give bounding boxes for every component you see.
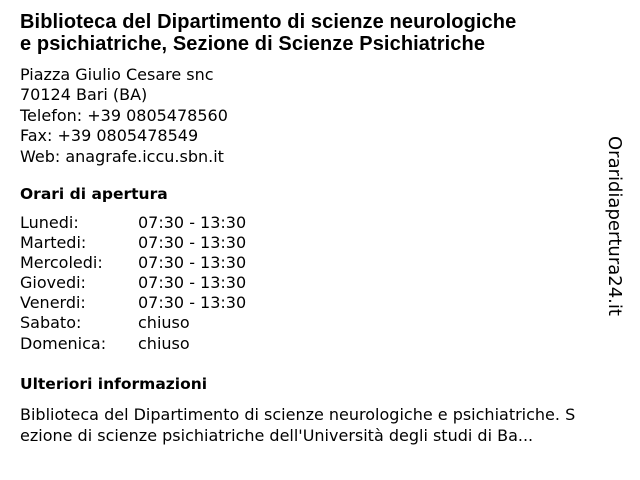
page-title-line-2: e psichiatriche, Sezione di Scienze Psichiatriche [20,33,486,55]
hours-value: chiuso [138,333,190,353]
address-block [20,65,228,167]
website: Web: anagrafe.iccu.sbn.it [20,146,224,166]
more-info-description [20,404,620,446]
phone-number: Telefon: +39 0805478560 [20,105,228,125]
day-label: Lunedi: [20,213,79,232]
day-label: Giovedi: [20,273,86,293]
description-line-2: ezione di scienze psichiatriche dell'Università degli studi di Ba... [20,426,534,445]
page-title [20,11,620,55]
address-city: 70124 Bari (BA) [20,85,148,105]
site-watermark: Oraridiapertura24.it [604,136,625,316]
fax-number: Fax: +39 0805478549 [20,126,199,146]
page-title-line-1: Biblioteca del Dipartimento di scienze neurologiche [20,11,517,33]
day-label: Martedi: [20,233,87,253]
hours-value: chiuso [138,313,190,333]
address-street: Piazza Giulio Cesare snc [20,65,214,84]
more-info-heading: Ulteriori informazioni [20,375,208,393]
opening-hours-heading: Orari di apertura [20,185,168,203]
day-label: Venerdi: [20,293,86,313]
hours-value: 07:30 - 13:30 [138,213,247,232]
hours-value: 07:30 - 13:30 [138,233,247,253]
hours-value: 07:30 - 13:30 [138,273,247,293]
hours-value: 07:30 - 13:30 [138,253,247,273]
hours-value: 07:30 - 13:30 [138,293,247,313]
description-line-1: Biblioteca del Dipartimento di scienze neurologiche e psichiatriche. S [20,405,576,424]
day-label: Sabato: [20,313,82,333]
day-label: Mercoledi: [20,253,103,273]
day-label: Domenica: [20,333,107,353]
